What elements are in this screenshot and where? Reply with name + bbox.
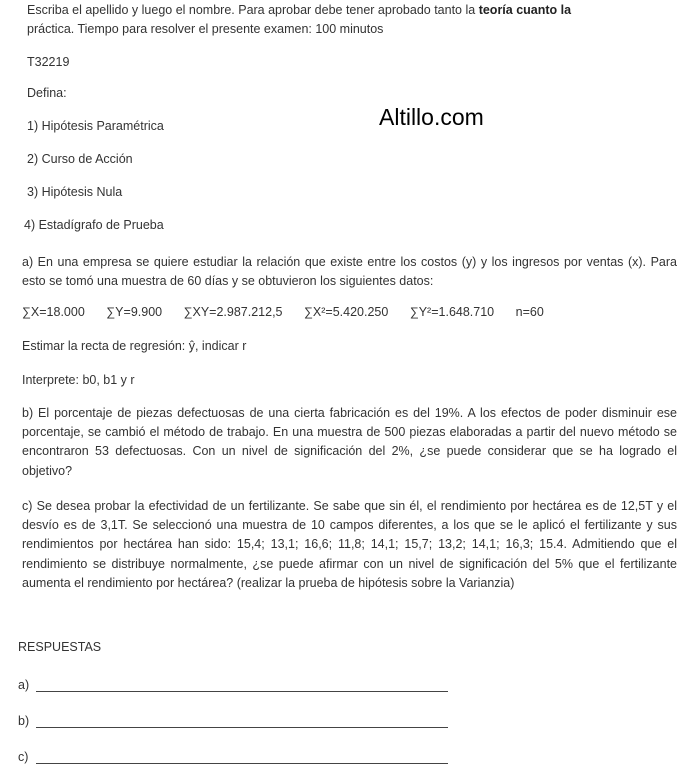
definition-item-2: 2) Curso de Acción (27, 152, 133, 166)
answer-row-c (18, 747, 448, 764)
instructions-text: Escriba el apellido y luego el nombre. Para aprobar debe tener aprobado tanto la (27, 3, 479, 17)
definition-item-1: 1) Hipótesis Paramétrica (27, 119, 164, 133)
instructions-line-1 (27, 3, 571, 17)
answer-row-b (18, 711, 448, 728)
answer-label-a: a) (18, 678, 30, 692)
sum-x: ∑X=18.000 (22, 305, 85, 319)
instructions-bold-text: teoría cuanto la (478, 3, 572, 17)
sum-xy: ∑XY=2.987.212,5 (183, 305, 283, 319)
answer-line-c[interactable] (36, 747, 448, 764)
definitions-heading: Defina: (27, 86, 67, 100)
problem-a-text: a) En una empresa se quiere estudiar la relación que existe entre los costos (y) y los ingresos por ventas (x). Para esto se tomó una muestra de 60 días y se obtuvieron los siguientes datos: (22, 255, 677, 289)
sample-size: n=60 (515, 305, 544, 319)
sum-y: ∑Y=9.900 (106, 305, 163, 319)
instructions-line-2: práctica. Tiempo para resolver el presente examen: 100 minutos (27, 22, 384, 36)
answer-line-b[interactable] (36, 711, 448, 728)
answer-line-a[interactable] (36, 675, 448, 692)
exam-code: T32219 (27, 55, 70, 69)
problem-b-text: b) El porcentaje de piezas defectuosas de una cierta fabricación es del 19%. A los efectos de poder disminuir ese porcentaje, se cambió el método de trabajo. En una muestra de 500 piezas elaboradas a partir del nuevo método se encontraron 53 defectuosas. Con un nivel de significación del 2%, ¿se puede considerar que se ha logrado el objetivo? (22, 406, 677, 478)
problem-a-task-1: Estimar la recta de regresión: ŷ, indicar r (22, 339, 247, 353)
definition-item-4: 4) Estadígrafo de Prueba (24, 218, 164, 232)
answer-label-c: c) (18, 750, 29, 764)
watermark: Altillo.com (379, 104, 484, 130)
problem-a-sums (22, 305, 562, 319)
answer-row-a (18, 675, 448, 692)
problem-a-task-2: Interprete: b0, b1 y r (22, 373, 135, 387)
answer-label-b: b) (18, 714, 30, 728)
sum-x2: ∑X²=5.420.250 (304, 305, 389, 319)
problem-c-text: c) Se desea probar la efectividad de un fertilizante. Se sabe que sin él, el rendimiento por hectárea es de 12,5T y el desvío es de 3,1T. Se seleccionó una muestra de 10 campos diferentes, a los que se le aplicó el fertilizante y sus rendimientos por hectárea han sido: 15,4; 13,1; 16,6; 11,8; 14,1; 15,7; 13,2; 14,1; 16,3; 15.4. Admitiendo que el rendimiento se distribuye normalmente, ¿se puede afirmar con un nivel de significación del 5% que el fertilizante aumenta el rendimiento por hectárea? (realizar la prueba de hipótesis sobre la Varianzia) (22, 499, 677, 590)
sum-y2: ∑Y²=1.648.710 (409, 305, 495, 319)
definition-item-3: 3) Hipótesis Nula (27, 185, 123, 199)
answers-heading: RESPUESTAS (18, 640, 102, 654)
